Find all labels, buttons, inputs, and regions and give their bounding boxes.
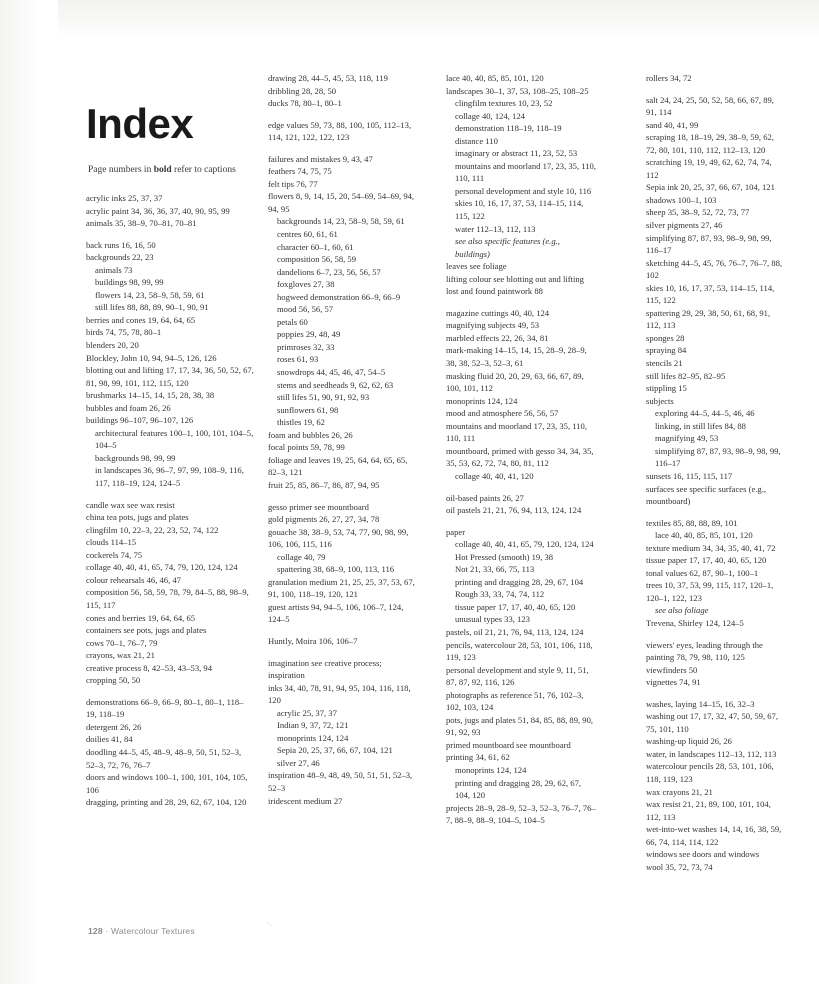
index-entry: scraping 18, 18–19, 29, 38–9, 59, 62, 72, 80, 101, 110, 112, 112–13, 120	[646, 132, 774, 155]
index-subentry: Hot Pressed (smooth) 19, 38	[455, 551, 554, 562]
index-subentry: unusual types 33, 123	[455, 614, 530, 625]
index-entry: demonstrations 66–9, 66–9, 80–1, 80–1, 118–19, 118–19	[86, 696, 244, 720]
index-subentry: monoprints 124, 124	[277, 732, 349, 743]
index-entry: ducks 78, 80–1, 80–1	[268, 98, 342, 109]
index-subentry: still lifes 51, 90, 91, 92, 93	[277, 392, 370, 403]
index-entry: cropping 50, 50	[86, 675, 141, 686]
index-entry: berries and cones 19, 64, 64, 65	[86, 314, 196, 325]
index-entry: masking fluid 20, 20, 29, 63, 66, 67, 89, 100, 101, 112	[446, 370, 584, 394]
index-entry: iridescent medium 27	[268, 795, 343, 806]
index-entry: doilies 41, 84	[86, 734, 133, 745]
index-entry: silver pigments 27, 46	[646, 220, 723, 231]
index-entry: sheep 35, 38–9, 52, 72, 73, 77	[646, 207, 750, 218]
index-entry: subjects	[646, 395, 674, 406]
index-entry: foam and bubbles 26, 26	[268, 429, 353, 440]
index-entry: spraying 84	[646, 345, 687, 356]
index-subentry: still lifes 88, 88, 89, 90–1, 90, 91	[95, 302, 209, 313]
index-entry: lace 40, 40, 85, 85, 101, 120	[446, 73, 544, 83]
index-subentry: see also specific features (e.g., buildings)	[455, 236, 560, 259]
index-entry: buildings 96–107, 96–107, 126	[86, 415, 194, 426]
index-entry: pastels, oil 21, 21, 76, 94, 113, 124, 124	[446, 626, 584, 637]
index-subentry: tissue paper 17, 17, 40, 40, 65, 120	[455, 601, 576, 612]
index-entry: primed mountboard see mountboard	[446, 739, 571, 750]
index-entry: pencils, watercolour 28, 53, 101, 106, 118, 119, 123	[446, 639, 593, 663]
index-entry: shadows 100–1, 103	[646, 194, 717, 205]
index-subentry: magnifying 49, 53	[655, 433, 719, 444]
entry-gap	[446, 517, 596, 526]
index-subentry: backgrounds 14, 23, 58–9, 58, 59, 61	[277, 216, 405, 227]
index-subentry: backgrounds 98, 99, 99	[95, 452, 176, 463]
index-entry: mood and atmosphere 56, 56, 57	[446, 408, 559, 419]
entry-gap	[646, 689, 786, 698]
index-subentry: printing and dragging 28, 29, 62, 67, 104, 120	[455, 777, 582, 801]
index-subentry: collage 40, 79	[277, 551, 326, 562]
index-entry: blenders 20, 20	[86, 340, 139, 351]
index-subentry: foxgloves 27, 38	[277, 279, 335, 290]
index-entry: sketching 44–5, 45, 76, 76–7, 76–7, 88, 102	[646, 257, 783, 281]
entry-gap	[446, 298, 596, 307]
index-entry: landscapes 30–1, 37, 53, 108–25, 108–25	[446, 85, 589, 96]
index-column-4	[646, 72, 786, 873]
index-entry: felt tips 76, 77	[268, 178, 318, 189]
index-entry: guest artists 94, 94–5, 106, 106–7, 124, 124–5	[268, 601, 404, 625]
entry-gap	[268, 492, 418, 501]
index-entry: stencils 21	[646, 358, 683, 369]
index-subentry: Not 21, 33, 66, 75, 113	[455, 564, 535, 575]
entry-gap	[268, 110, 418, 119]
index-column-3	[446, 72, 596, 827]
index-entry: still lifes 82–95, 82–95	[646, 370, 726, 381]
index-entry: mountains and moorland 17, 23, 35, 110, 110, 111	[446, 420, 587, 444]
index-entry: edge values 59, 73, 88, 100, 105, 112–13, 114, 121, 122, 122, 123	[268, 119, 412, 143]
index-subentry: collage 40, 40, 41, 120	[455, 470, 534, 481]
scan-marker: ·.	[267, 919, 272, 928]
index-entry: gold pigments 26, 27, 27, 34, 78	[268, 514, 380, 525]
index-entry: rollers 34, 72	[646, 73, 692, 83]
index-entry: failures and mistakes 9, 43, 47	[268, 153, 373, 164]
index-column-2	[268, 72, 418, 807]
index-subentry: mood 56, 56, 57	[277, 304, 334, 315]
index-entry: containers see pots, jugs and plates	[86, 625, 207, 636]
index-entry: sponges 28	[646, 332, 685, 343]
index-entry: wet-into-wet washes 14, 14, 16, 38, 59, 66, 74, 114, 114, 122	[646, 824, 782, 847]
index-entry: tissue paper 17, 17, 40, 40, 65, 120	[646, 555, 767, 566]
index-entry: mountboard, primed with gesso 34, 34, 35, 35, 53, 62, 72, 74, 80, 81, 112	[446, 445, 594, 469]
entry-gap	[86, 490, 254, 499]
entry-gap	[646, 508, 786, 517]
index-subentry: centres 60, 61, 61	[277, 229, 338, 240]
index-entry: doodling 44–5, 45, 48–9, 48–9, 50, 51, 52–3, 52–3, 72, 76, 76–7	[86, 746, 242, 770]
index-entry: acrylic inks 25, 37, 37	[86, 193, 163, 203]
entry-gap	[646, 630, 786, 639]
index-subentry: collage 40, 40, 41, 65, 79, 120, 124, 124	[455, 539, 594, 550]
footer-book-title: Watercolour Textures	[110, 926, 195, 936]
index-entry: crayons, wax 21, 21	[86, 650, 155, 661]
index-subentry: mountains and moorland 17, 23, 35, 110, 110, 111	[455, 160, 596, 184]
page-footer	[88, 926, 195, 936]
index-subentry: skies 10, 16, 17, 37, 53, 114–15, 114, 115, 122	[455, 198, 584, 222]
index-subentry: printing and dragging 28, 29, 67, 104	[455, 576, 584, 587]
index-entry: personal development and style 9, 11, 51, 87, 87, 92, 116, 126	[446, 664, 589, 688]
caption-note-suffix: refer to captions	[171, 165, 236, 175]
index-entry: pots, jugs and plates 51, 84, 85, 88, 89, 90, 91, 92, 93	[446, 714, 594, 738]
index-entry: printing 34, 61, 62	[446, 752, 510, 763]
index-entry: paper	[446, 526, 466, 537]
index-subentry: distance 110	[455, 135, 498, 146]
index-entry: photographs as reference 51, 76, 102–3, 102, 103, 124	[446, 689, 584, 713]
index-entry: detergent 26, 26	[86, 721, 142, 732]
index-entry: cows 70–1, 76–7, 79	[86, 637, 158, 648]
index-entry: watercolour pencils 28, 53, 101, 106, 118, 119, 123	[646, 761, 774, 784]
index-entry: salt 24, 24, 25, 50, 52, 58, 66, 67, 89, 91, 114	[646, 94, 774, 118]
index-entry: drawing 28, 44–5, 45, 53, 118, 119	[268, 73, 388, 83]
index-entry: cones and berries 19, 64, 64, 65	[86, 612, 196, 623]
entry-gap	[268, 144, 418, 153]
index-entry: washing out 17, 17, 32, 47, 50, 59, 67, 75, 101, 110	[646, 711, 779, 734]
index-entry: wax crayons 21, 21	[646, 786, 713, 797]
index-entry: candle wax see wax resist	[86, 499, 175, 510]
index-subentry: water 112–13, 112, 113	[455, 223, 536, 234]
index-subentry: sunflowers 61, 98	[277, 404, 339, 415]
index-entry: gouache 38, 38–9, 53, 74, 77, 90, 98, 99, 106, 106, 115, 116	[268, 526, 409, 550]
index-subentry: collage 40, 124, 124	[455, 110, 525, 121]
index-subentry: acrylic 25, 37, 37	[277, 707, 337, 718]
index-subentry: see also foliage	[655, 605, 709, 616]
index-subentry: exploring 44–5, 44–5, 46, 46	[655, 408, 755, 419]
index-entry: china tea pots, jugs and plates	[86, 512, 189, 523]
index-entry: doors and windows 100–1, 100, 101, 104, 105, 106	[86, 772, 248, 795]
index-entry: back runs 16, 16, 50	[86, 239, 156, 250]
caption-note-prefix: Page numbers in	[88, 165, 154, 175]
index-subentry: in landscapes 36, 96–7, 97, 99, 108–9, 116, 117, 118–19, 124, 124–5	[95, 465, 244, 489]
index-entry: foliage and leaves 19, 25, 64, 64, 65, 65, 82–3, 121	[268, 454, 408, 478]
index-entry: oil pastels 21, 21, 76, 94, 113, 124, 124	[446, 505, 582, 516]
index-subentry: architectural features 100–1, 100, 101, 104–5, 104–5	[95, 427, 254, 451]
index-entry: sunsets 16, 115, 115, 117	[646, 470, 733, 481]
index-entry: water, in landscapes 112–13, 112, 113	[646, 748, 777, 759]
index-entry: clouds 114–15	[86, 537, 137, 548]
index-entry: backgrounds 22, 23	[86, 252, 154, 263]
index-subentry: silver 27, 46	[277, 757, 320, 768]
index-entry: surfaces see specific surfaces (e.g., mountboard)	[646, 483, 767, 507]
index-entry: lost and found paintwork 88	[446, 286, 543, 297]
index-entry: brushmarks 14–15, 14, 15, 28, 38, 38	[86, 390, 215, 401]
entry-gap	[86, 687, 254, 696]
index-entry: simplifying 87, 87, 93, 98–9, 98, 99, 116–17	[646, 232, 772, 256]
index-entry: scratching 19, 19, 49, 62, 62, 74, 74, 112	[646, 157, 772, 180]
index-entry: stippling 15	[646, 383, 687, 394]
index-entry: tonal values 62, 87, 90–1, 100–1	[646, 567, 759, 578]
index-entry: Blockley, John 10, 94, 94–5, 126, 126	[86, 352, 217, 363]
index-entry: magazine cuttings 40, 40, 124	[446, 307, 550, 318]
entry-gap	[268, 648, 418, 657]
index-entry: Huntly, Moira 106, 106–7	[268, 635, 358, 646]
index-entry: animals 35, 38–9, 70–81, 70–81	[86, 218, 197, 229]
index-subentry: petals 60	[277, 316, 308, 327]
index-entry: spattering 29, 29, 38, 50, 61, 68, 91, 112, 113	[646, 307, 771, 331]
index-subentry: Indian 9, 37, 72, 121	[277, 720, 349, 731]
index-entry: composition 56, 58, 59, 78, 79, 84–5, 88, 98–9, 115, 117	[86, 587, 249, 610]
index-entry: viewers' eyes, leading through the painting 78, 79, 98, 110, 125	[646, 639, 763, 663]
index-entry: washing-up liquid 26, 26	[646, 736, 732, 747]
index-entry: bubbles and foam 26, 26	[86, 402, 171, 413]
index-subentry: primroses 32, 33	[277, 341, 335, 352]
index-entry: magnifying subjects 49, 53	[446, 320, 540, 331]
index-subentry: demonstration 118–19, 118–19	[455, 123, 562, 134]
index-entry: leaves see foliage	[446, 261, 507, 272]
index-entry: creative process 8, 42–53, 43–53, 94	[86, 662, 213, 673]
index-entry: focal points 59, 78, 99	[268, 442, 345, 453]
entry-gap	[268, 626, 418, 635]
index-subentry: poppies 29, 48, 49	[277, 329, 341, 340]
index-entry: acrylic paint 34, 36, 36, 37, 40, 90, 95, 99	[86, 205, 230, 216]
index-entry: granulation medium 21, 25, 25, 37, 53, 67, 91, 100, 118–19, 120, 121	[268, 576, 415, 600]
index-entry: cockerels 74, 75	[86, 549, 143, 560]
index-entry: dribbling 28, 28, 50	[268, 85, 337, 96]
entry-gap	[646, 85, 786, 94]
index-entry: colour rehearsals 46, 46, 47	[86, 574, 181, 585]
index-entry: marbled effects 22, 26, 34, 81	[446, 332, 549, 343]
index-subentry: animals 73	[95, 264, 133, 275]
index-entry: birds 74, 75, 78, 80–1	[86, 327, 162, 338]
index-subentry: linking, in still lifes 84, 88	[655, 420, 746, 431]
index-entry: wax resist 21, 21, 89, 100, 101, 104, 112, 113	[646, 799, 771, 822]
index-subentry: clingfilm textures 10, 23, 52	[455, 98, 553, 109]
index-entry: collage 40, 40, 41, 65, 74, 79, 120, 124, 124	[86, 562, 238, 573]
index-subentry: flowers 14, 23, 58–9, 58, 59, 61	[95, 289, 205, 300]
index-entry: washes, laying 14–15, 16, 32–3	[646, 698, 755, 709]
index-entry: monoprints 124, 124	[446, 395, 518, 406]
index-entry: imagination see creative process; inspiration	[268, 657, 382, 681]
index-subentry: buildings 98, 99, 99	[95, 277, 164, 288]
index-subentry: imaginary or abstract 11, 23, 52, 53	[455, 148, 578, 159]
index-subentry: simplifying 87, 87, 93, 98–9, 98, 99, 116–17	[655, 445, 781, 469]
index-entry: vignettes 74, 91	[646, 677, 701, 688]
index-entry: blotting out and lifting 17, 17, 34, 36, 50, 52, 67, 81, 98, 99, 101, 112, 115, 120	[86, 365, 254, 388]
footer-separator: ·	[102, 926, 111, 936]
index-subentry: composition 56, 58, 59	[277, 254, 357, 265]
index-entry: lifting colour see blotting out and lifting	[446, 273, 584, 284]
page-title: Index	[86, 100, 194, 148]
index-entry: gesso primer see mountboard	[268, 501, 369, 512]
index-subentry: snowdrops 44, 45, 46, 47, 54–5	[277, 367, 386, 378]
index-subentry: dandelions 6–7, 23, 56, 56, 57	[277, 266, 381, 277]
index-subentry: stems and seedheads 9, 62, 62, 63	[277, 379, 394, 390]
index-entry: Sepia ink 20, 25, 37, 66, 67, 104, 121	[646, 182, 775, 193]
index-entry: viewfinders 50	[646, 664, 698, 675]
footer-page-number: 128	[88, 926, 103, 936]
entry-gap	[446, 483, 596, 492]
index-entry: sand 40, 41, 99	[646, 119, 699, 130]
index-subentry: personal development and style 10, 116	[455, 185, 592, 196]
index-columns	[86, 72, 783, 912]
entry-gap	[86, 230, 254, 239]
index-entry: feathers 74, 75, 75	[268, 166, 332, 177]
index-entry: inspiration 48–9, 48, 49, 50, 51, 51, 52–3, 52–3	[268, 770, 413, 793]
index-entry: fruit 25, 85, 86–7, 86, 87, 94, 95	[268, 479, 380, 490]
index-subentry: spattering 38, 68–9, 100, 113, 116	[277, 564, 395, 575]
index-entry: skies 10, 16, 17, 37, 53, 114–15, 114, 115, 122	[646, 282, 775, 306]
index-entry: Trevena, Shirley 124, 124–5	[646, 617, 744, 628]
index-entry: windows see doors and windows	[646, 849, 760, 860]
index-subentry: thistles 19, 62	[277, 417, 325, 428]
index-entry: flowers 8, 9, 14, 15, 20, 54–69, 54–69, 94, 94, 95	[268, 191, 415, 214]
index-entry: mark-making 14–15, 14, 15, 28–9, 28–9, 38, 38, 52–3, 52–3, 61	[446, 345, 587, 369]
index-entry: oil-based paints 26, 27	[446, 492, 524, 503]
index-entry: textiles 85, 88, 88, 89, 101	[646, 517, 738, 528]
index-subentry: Rough 33, 33, 74, 74, 112	[455, 589, 545, 600]
index-subentry: character 60–1, 60, 61	[277, 241, 354, 252]
index-subentry: monoprints 124, 124	[455, 764, 527, 775]
index-entry: wool 35, 72, 73, 74	[646, 861, 713, 872]
index-entry: dragging, printing and 28, 29, 62, 67, 104, 120	[86, 797, 247, 808]
page-edge-mark	[18, 845, 30, 846]
index-entry: projects 28–9, 28–9, 52–3, 52–3, 76–7, 76–7, 88–9, 88–9, 104–5, 104–5	[446, 802, 596, 826]
index-column-1	[86, 72, 254, 809]
index-subentry: lace 40, 40, 85, 85, 101, 120	[655, 530, 753, 541]
index-entry: clingfilm 10, 22–3, 22, 23, 52, 74, 122	[86, 524, 219, 535]
caption-note-bold: bold	[153, 165, 172, 175]
index-subentry: hogweed demonstration 66–9, 66–9	[277, 291, 401, 302]
index-subentry: roses 61, 93	[277, 354, 319, 365]
index-entry: inks 34, 40, 78, 91, 94, 95, 104, 116, 118, 120	[268, 682, 411, 706]
index-entry: texture medium 34, 34, 35, 40, 41, 72	[646, 542, 776, 553]
index-subentry: Sepia 20, 25, 37, 66, 67, 104, 121	[277, 745, 393, 756]
index-entry: trees 10, 37, 53, 99, 115, 117, 120–1, 120–1, 122, 123	[646, 580, 774, 603]
